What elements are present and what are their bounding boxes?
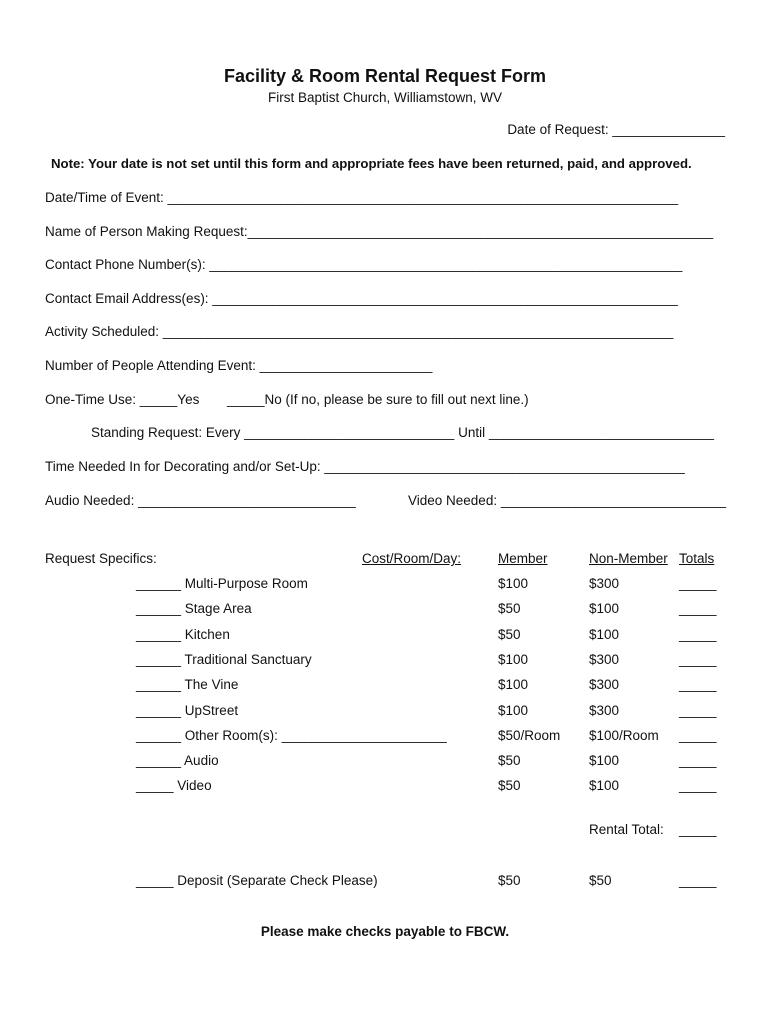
member-price: $100 [498, 576, 529, 591]
nonmember-price: $100 [589, 753, 620, 769]
row-total-field[interactable]: _____ [679, 702, 717, 718]
nonmember-price: $300 [589, 651, 620, 667]
member-price: $50/Room [498, 727, 561, 743]
time-needed-field[interactable]: Time Needed In for Decorating and/or Set-Up: ________________________________________________ [45, 459, 685, 474]
attendance-field[interactable]: Number of People Attending Event: _______________________ [45, 358, 433, 373]
member-price: $50 [498, 601, 521, 617]
row-total-field[interactable]: _____ [679, 778, 717, 794]
request-specifics-label: Request Specifics: [45, 551, 157, 566]
member-price: $100 [498, 702, 529, 718]
room-item[interactable]: ______ The Vine [136, 677, 239, 693]
deposit-total[interactable]: _____ [679, 873, 717, 888]
form-title: Facility & Room Rental Request Form [223, 66, 547, 86]
cost-column-header: Cost/Room/Day: [362, 551, 462, 566]
room-item[interactable]: ______ Multi-Purpose Room [136, 576, 308, 591]
activity-field[interactable]: Activity Scheduled: ____________________________________________________________________ [45, 324, 674, 339]
room-item[interactable]: _____ Video [136, 778, 212, 794]
row-total-field[interactable]: _____ [679, 626, 717, 642]
nonmember-price: $300 [589, 576, 620, 591]
rental-total-field[interactable]: _____ [679, 822, 717, 837]
date-of-request-field[interactable]: Date of Request: _______________ [507, 122, 725, 137]
nonmember-price: $100 [589, 778, 620, 794]
nonmember-column-header: Non-Member [589, 551, 668, 566]
nonmember-price: $100/Room [589, 727, 659, 743]
audio-needed-field[interactable]: Audio Needed: _____________________________ [45, 493, 356, 508]
nonmember-price: $100 [589, 601, 620, 617]
row-total-field[interactable]: _____ [679, 753, 717, 769]
row-total-field[interactable]: _____ [679, 727, 717, 743]
member-price: $100 [498, 651, 529, 667]
deposit-nonmember: $50 [589, 873, 612, 888]
phone-field[interactable]: Contact Phone Number(s): _______________________________________________________________ [45, 257, 683, 272]
one-time-no-field[interactable]: _____No (If no, please be sure to fill out next line.) [227, 392, 529, 407]
room-item[interactable]: ______ Stage Area [136, 601, 252, 617]
deposit-member: $50 [498, 873, 521, 888]
video-needed-field[interactable]: Video Needed: ______________________________ [408, 493, 727, 508]
email-field[interactable]: Contact Email Address(es): ______________________________________________________________ [45, 291, 678, 306]
person-name-field[interactable]: Name of Person Making Request:______________________________________________________________ [45, 224, 714, 239]
nonmember-price: $100 [589, 626, 620, 642]
nonmember-price: $300 [589, 677, 620, 693]
rental-total-label: Rental Total: [589, 822, 664, 837]
room-item[interactable]: ______ Audio [136, 753, 219, 769]
member-price: $50 [498, 753, 521, 769]
one-time-yes-field[interactable]: One-Time Use: _____Yes [45, 392, 200, 407]
totals-column-header: Totals [679, 551, 715, 566]
member-price: $100 [498, 677, 529, 693]
row-total-field[interactable]: _____ [679, 576, 717, 591]
payable-note: Please make checks payable to FBCW. [260, 924, 510, 939]
form-subtitle: First Baptist Church, Williamstown, WV [267, 90, 503, 105]
room-item[interactable]: ______ Other Room(s): ______________________ [136, 727, 447, 743]
nonmember-price: $300 [589, 702, 620, 718]
row-total-field[interactable]: _____ [679, 601, 717, 617]
member-price: $50 [498, 626, 521, 642]
row-total-field[interactable]: _____ [679, 677, 717, 693]
row-total-field[interactable]: _____ [679, 651, 717, 667]
standing-request-field[interactable]: Standing Request: Every ____________________________ Until ______________________________ [91, 425, 715, 440]
date-time-field[interactable]: Date/Time of Event: ____________________________________________________________________ [45, 190, 679, 205]
member-price: $50 [498, 778, 521, 794]
room-item[interactable]: ______ Traditional Sanctuary [136, 651, 312, 667]
member-column-header: Member [498, 551, 548, 566]
note-text: Note: Your date is not set until this form and appropriate fees have been returned, paid, and approved. [51, 156, 692, 171]
room-item[interactable]: ______ UpStreet [136, 702, 239, 718]
room-item[interactable]: ______ Kitchen [136, 626, 230, 642]
deposit-item[interactable]: _____ Deposit (Separate Check Please) [136, 873, 378, 888]
